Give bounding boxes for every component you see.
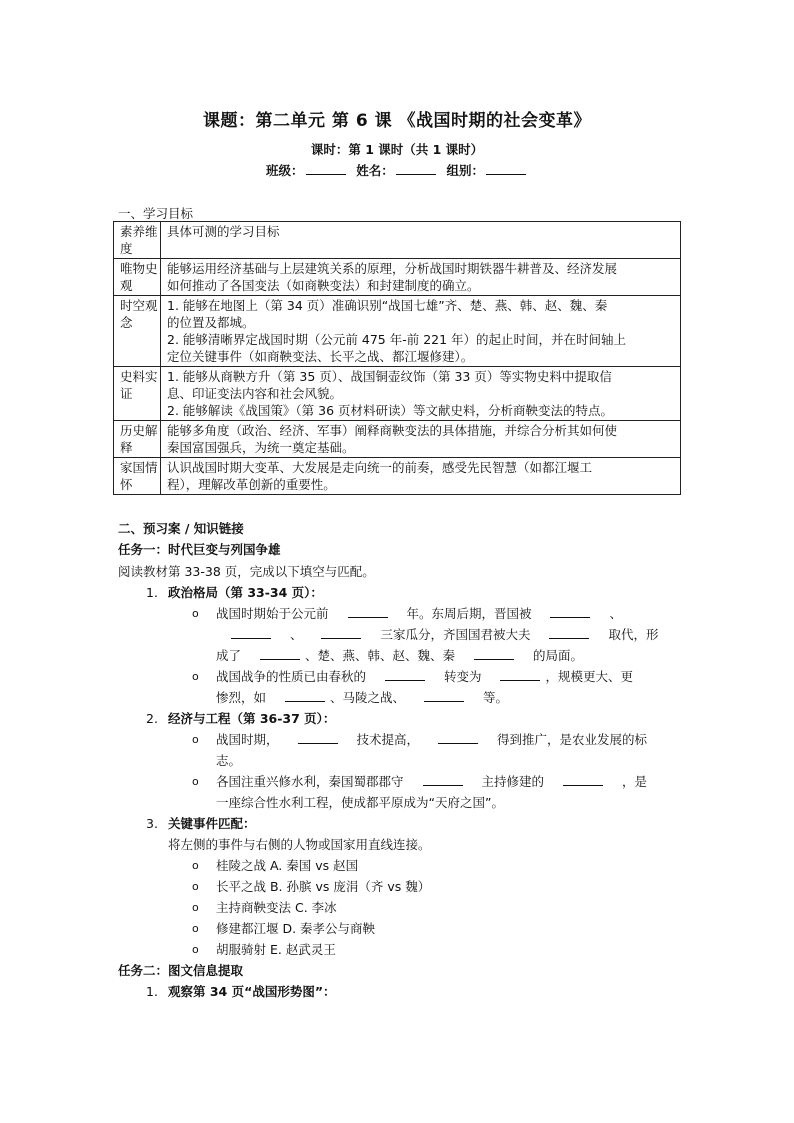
table-line: 能够运用经济基础与上层建筑关系的原理，分析战国时期铁器牛耕普及、经济发展 [167, 261, 618, 276]
task-1-intro: 阅读教材第 33-38 页，完成以下填空与匹配。 [118, 564, 375, 579]
item-title: 经济与工程（第 36-37 页）： [168, 711, 336, 726]
task-1-title: 任务一：时代巨变与列国争雄 [118, 542, 281, 557]
answer-blank[interactable] [348, 605, 388, 618]
answer-blank[interactable] [550, 605, 590, 618]
match-pair[interactable]: 长平之战 B. 孙膑 vs 庞涓（齐 vs 魏） [216, 879, 431, 894]
item-title: 观察第 34 页“战国形势图”： [168, 984, 336, 999]
item-number: 1. [146, 984, 158, 999]
table-key-cell: 史料实证 [114, 367, 161, 421]
answer-blank[interactable] [424, 689, 464, 702]
match-intro: 将左侧的事件与右侧的人物或国家用直线连接。 [168, 837, 431, 852]
table-value-cell [161, 421, 681, 458]
fill-line: 志。 [216, 753, 242, 768]
group-label: 组别： [446, 163, 484, 178]
table-value-cell [161, 259, 681, 296]
answer-blank[interactable] [438, 731, 478, 744]
answer-blank[interactable] [563, 773, 603, 786]
answer-blank[interactable] [474, 647, 514, 660]
table-row [114, 259, 681, 296]
item-title: 政治格局（第 33-34 页）： [168, 585, 323, 600]
bullet-circle-icon: o [192, 901, 199, 914]
class-period-line: 课时：第 1 课时（共 1 课时） [310, 142, 484, 157]
bullet-circle-icon: o [192, 943, 199, 956]
item-number: 2. [146, 711, 158, 726]
table-key-cell: 时空观念 [114, 296, 161, 367]
match-pair[interactable]: 胡服骑射 E. 赵武灵王 [216, 942, 336, 957]
bullet-circle-icon: o [192, 922, 199, 935]
table-line: 1. 能够从商鞅方升（第 35 页）、战国铜壶纹饰（第 33 页）等实物史料中提取信 [167, 369, 612, 384]
fill-line: 惨烈，如 、马陵之战、 等。 [216, 690, 508, 705]
bullet-circle-icon: o [192, 670, 199, 683]
table-line: 认识战国时期大变革、大发展是走向统一的前奏，感受先民智慧（如都江堰工 [167, 460, 593, 475]
match-pair[interactable]: 修建都江堰 D. 秦孝公与商鞅 [216, 921, 376, 936]
table-row [114, 458, 681, 495]
answer-blank[interactable] [549, 626, 589, 639]
table-key-cell: 家国情怀 [114, 458, 161, 495]
table-header-row [114, 222, 681, 259]
table-row [114, 296, 681, 367]
table-line: 的位置及都城。 [167, 315, 255, 330]
fill-line: 战国时期始于公元前 年。东周后期，晋国被 、 [216, 606, 622, 621]
table-key-cell: 历史解释 [114, 421, 161, 458]
table-value-cell [161, 296, 681, 367]
page-title: 课题：第二单元 第 6 课 《战国时期的社会变革》 [202, 111, 591, 131]
table-line: 能够多角度（政治、经济、军事）阐释商鞅变法的具体措施，并综合分析其如何使 [167, 423, 618, 438]
answer-blank[interactable] [423, 773, 463, 786]
table-row [114, 367, 681, 421]
learning-goals-table [113, 221, 681, 495]
answer-blank[interactable] [321, 626, 361, 639]
table-line: 1. 能够在地图上（第 34 页）准确识别“战国七雄”齐、楚、燕、韩、赵、魏、秦 [167, 298, 608, 313]
table-line: 如何推动了各国变法（如商鞅变法）和封建制度的确立。 [167, 278, 480, 293]
table-header-cell: 素养维度 [114, 222, 161, 259]
table-line: 秦国富国强兵，为统一奠定基础。 [167, 440, 355, 455]
student-info-line [0, 161, 794, 179]
section-1-heading: 一、学习目标 [118, 206, 194, 221]
answer-blank[interactable] [285, 689, 325, 702]
table-row [114, 421, 681, 458]
name-label: 姓名： [356, 163, 394, 178]
answer-blank[interactable] [298, 731, 338, 744]
answer-blank[interactable] [385, 668, 425, 681]
item-title: 关键事件匹配： [168, 816, 256, 831]
match-pair[interactable]: 桂陵之战 A. 秦国 vs 赵国 [216, 858, 359, 873]
bullet-circle-icon: o [192, 733, 199, 746]
answer-blank[interactable] [260, 647, 300, 660]
bullet-circle-icon: o [192, 880, 199, 893]
group-blank[interactable] [486, 163, 526, 175]
class-label: 班级： [266, 163, 304, 178]
fill-line: 成了 、楚、燕、韩、赵、魏、秦 的局面。 [216, 648, 583, 663]
item-number: 3. [146, 816, 158, 831]
table-key-cell: 唯物史观 [114, 259, 161, 296]
table-value-cell [161, 458, 681, 495]
bullet-circle-icon: o [192, 859, 199, 872]
fill-line: 战国战争的性质已由春秋的 转变为 ，规模更大、更 [216, 669, 633, 684]
answer-blank[interactable] [500, 668, 540, 681]
class-blank[interactable] [306, 163, 346, 175]
fill-line: 战国时期， 技术提高， 得到推广，是农业发展的标 [216, 732, 647, 747]
bullet-circle-icon: o [192, 607, 199, 620]
table-line: 息、印证变法内容和社会风貌。 [167, 386, 343, 401]
bullet-circle-icon: o [192, 775, 199, 788]
task-2-title: 任务二：图文信息提取 [118, 963, 244, 978]
answer-blank[interactable] [231, 626, 271, 639]
section-2-heading: 二、预习案 / 知识链接 [118, 521, 244, 536]
name-blank[interactable] [396, 163, 436, 175]
fill-line: 一座综合性水利工程，使成都平原成为“天府之国”。 [216, 795, 504, 810]
table-line: 定位关键事件（如商鞅变法、长平之战、都江堰修建）。 [167, 349, 474, 364]
table-header-cell: 具体可测的学习目标 [161, 222, 681, 259]
fill-line: 、 三家瓜分，齐国国君被大夫 取代，形 [230, 625, 658, 645]
table-value-cell [161, 367, 681, 421]
table-line: 2. 能够解读《战国策》（第 36 页材料研读）等文献史料，分析商鞅变法的特点。 [167, 403, 614, 418]
table-line: 程），理解改革创新的重要性。 [167, 477, 336, 492]
table-line: 2. 能够清晰界定战国时期（公元前 475 年-前 221 年）的起止时间，并在时间轴上 [167, 332, 627, 347]
match-pair[interactable]: 主持商鞅变法 C. 李冰 [216, 900, 337, 915]
item-number: 1. [146, 585, 158, 600]
fill-line: 各国注重兴修水利，秦国蜀郡郡守 主持修建的 ，是 [216, 774, 647, 789]
